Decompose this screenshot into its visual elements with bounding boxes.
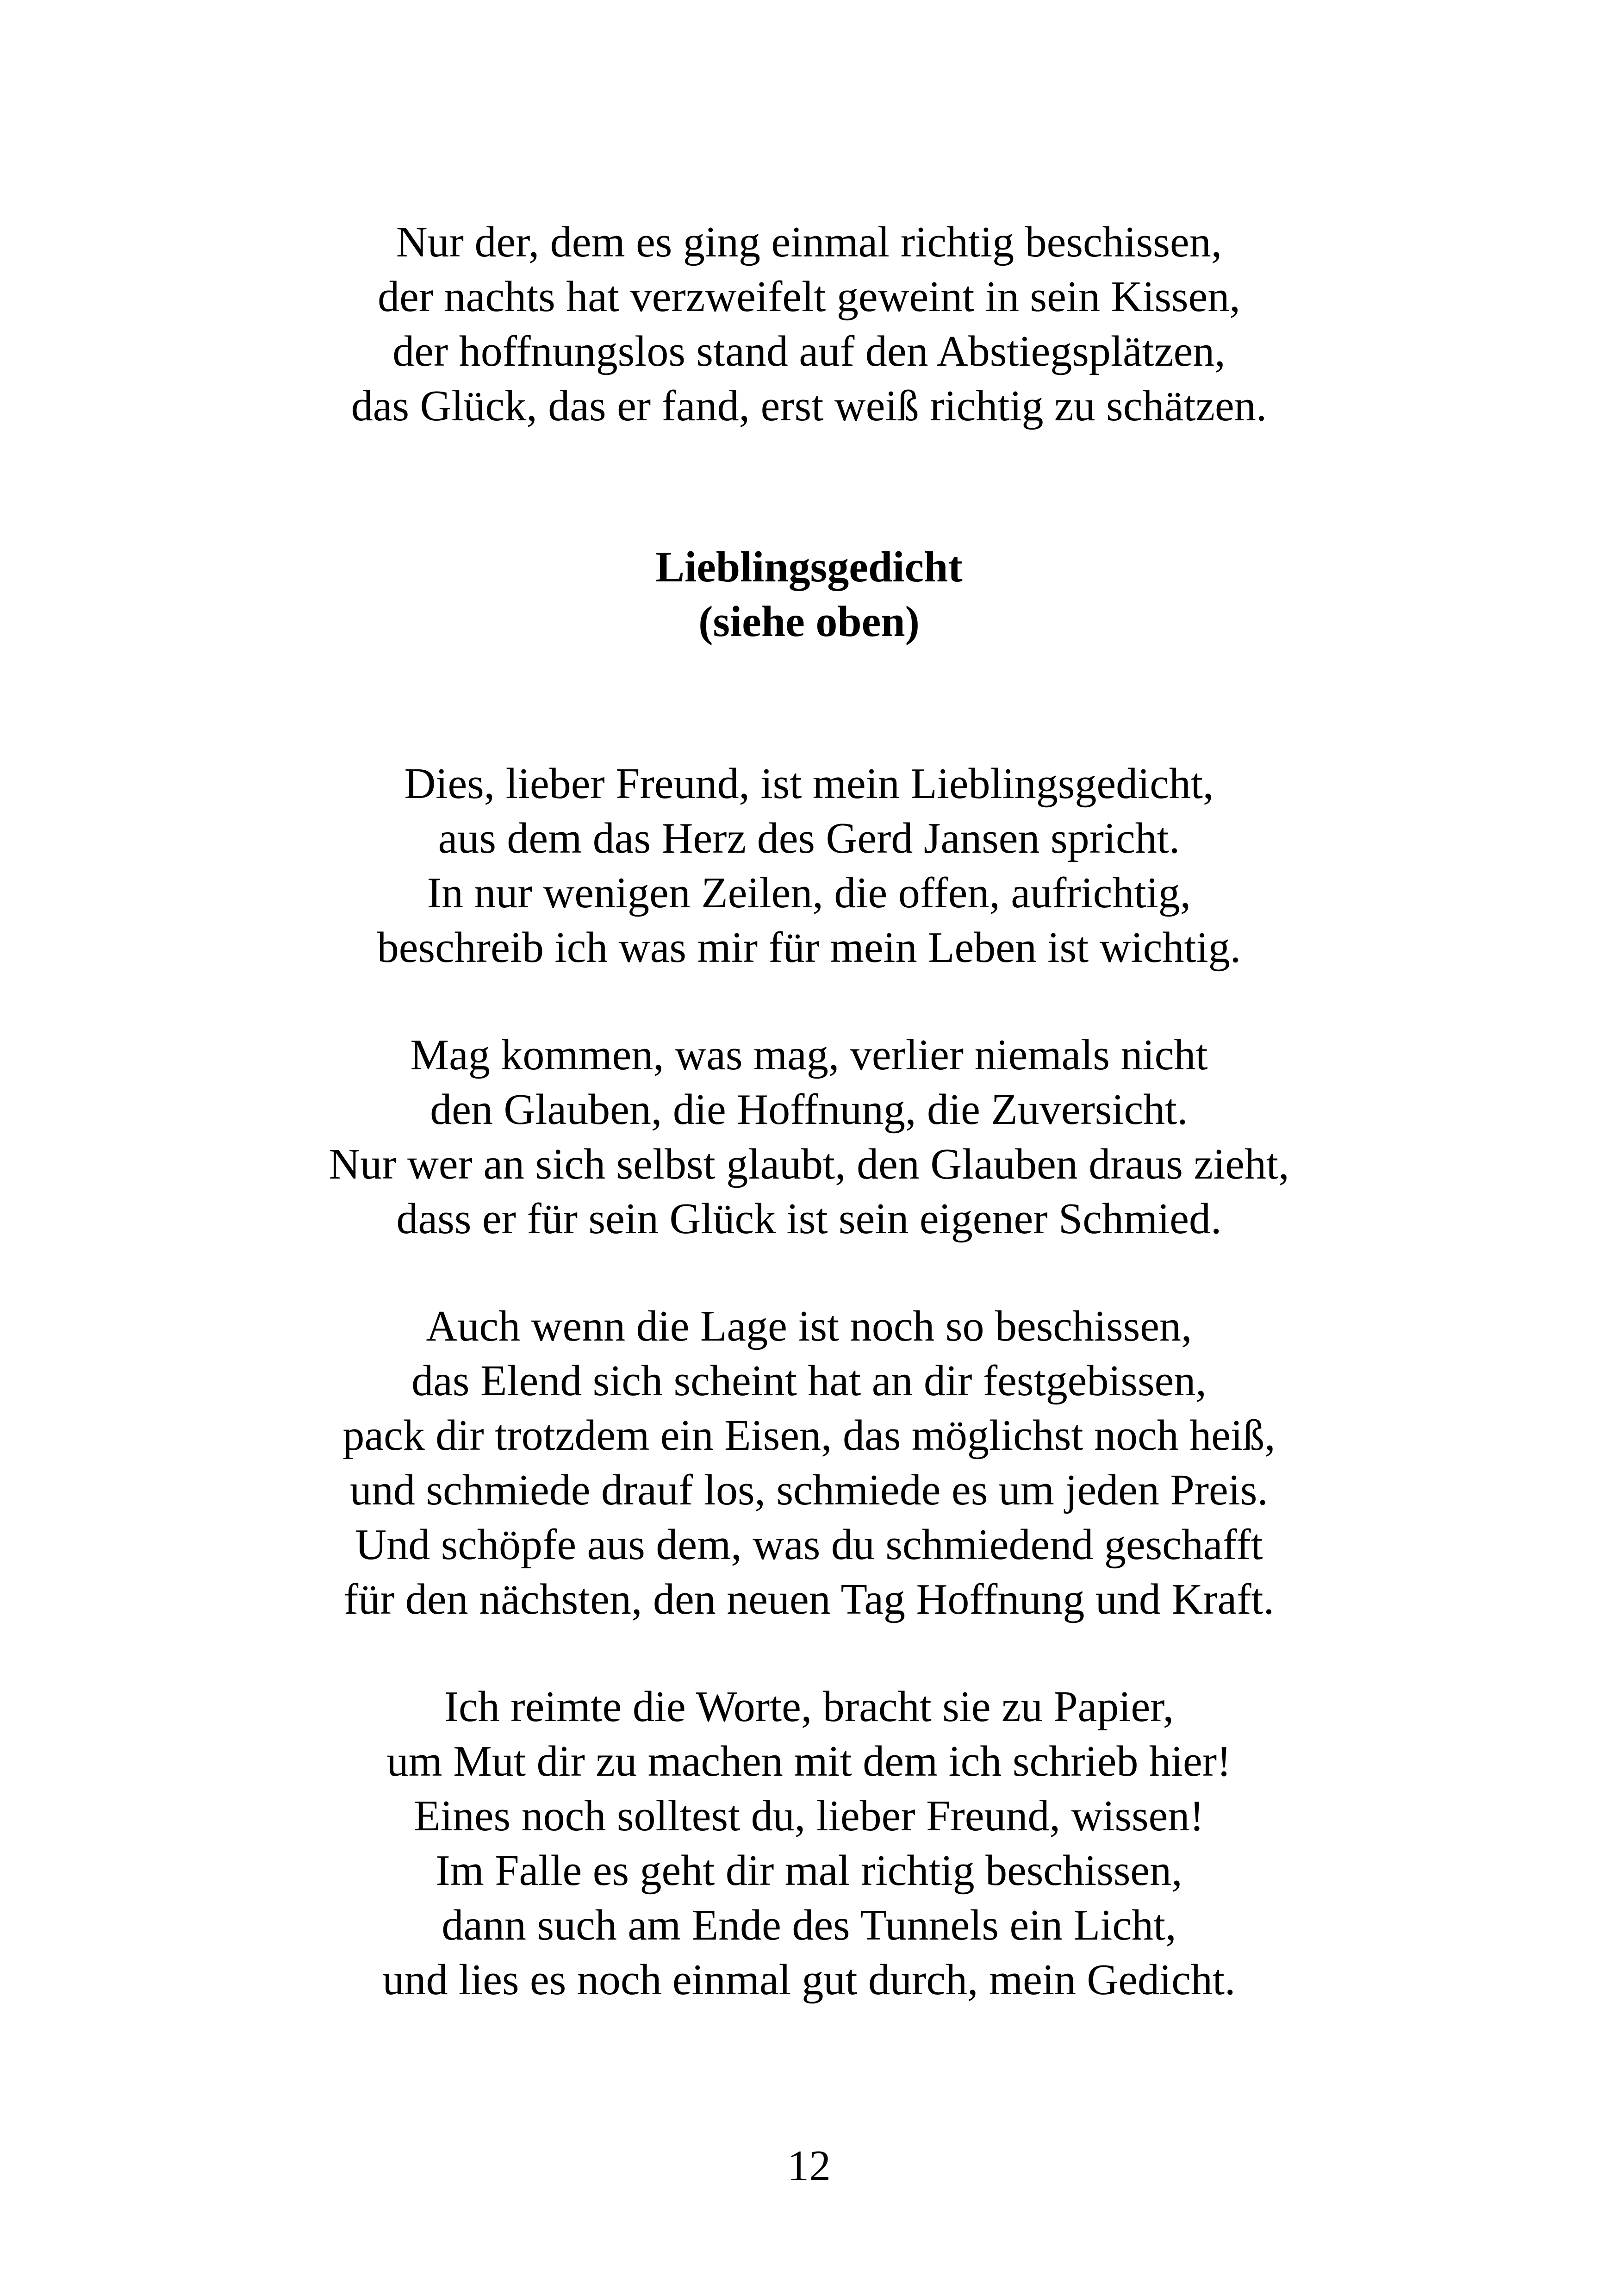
poem-line: aus dem das Herz des Gerd Jansen spricht. <box>438 814 1180 862</box>
poem-line: Dies, lieber Freund, ist mein Lieblingsgedicht, <box>404 760 1214 808</box>
poem-line: und lies es noch einmal gut durch, mein Gedicht. <box>382 1956 1236 2004</box>
poem-stanza <box>0 1679 1618 2007</box>
poem-line: Nur der, dem es ging einmal richtig beschissen, <box>396 218 1222 266</box>
poem-line: dass er für sein Glück ist sein eigener Schmied. <box>396 1195 1222 1243</box>
poem-line: das Glück, das er fand, erst weiß richtig zu schätzen. <box>351 382 1267 430</box>
poem-heading <box>0 540 1618 649</box>
poem-title: Lieblingsgedicht <box>655 543 963 591</box>
poem-line: Auch wenn die Lage ist noch so beschissen, <box>426 1302 1192 1350</box>
poem-line: Mag kommen, was mag, verlier niemals nicht <box>410 1031 1208 1079</box>
poem-line: Ich reimte die Worte, bracht sie zu Papier, <box>444 1683 1174 1731</box>
page-number: 12 <box>787 2142 831 2190</box>
poem-line: um Mut dir zu machen mit dem ich schrieb hier! <box>386 1737 1232 1785</box>
poem-line: der hoffnungslos stand auf den Abstiegsplätzen, <box>392 327 1226 375</box>
poem-line: beschreib ich was mir für mein Leben ist wichtig. <box>377 923 1241 972</box>
poem-stanza <box>0 1299 1618 1627</box>
intro-stanza <box>0 215 1618 433</box>
poem-line: das Elend sich scheint hat an dir festgebissen, <box>411 1357 1207 1405</box>
poem-line: Und schöpfe aus dem, was du schmiedend geschafft <box>355 1521 1263 1569</box>
poem-line: der nachts hat verzweifelt geweint in sein Kissen, <box>378 273 1240 321</box>
poem-line: pack dir trotzdem ein Eisen, das möglichst noch heiß, <box>342 1411 1276 1460</box>
poem-stanza <box>0 1028 1618 1246</box>
poem-line: Eines noch solltest du, lieber Freund, wissen! <box>414 1792 1204 1840</box>
poem-line: für den nächsten, den neuen Tag Hoffnung und Kraft. <box>343 1575 1275 1623</box>
poem-stanza <box>0 756 1618 975</box>
poem-line: dann such am Ende des Tunnels ein Licht, <box>442 1901 1176 1949</box>
poem-line: Im Falle es geht dir mal richtig beschissen, <box>436 1847 1182 1895</box>
poem-subtitle: (siehe oben) <box>698 598 920 646</box>
poem-line: und schmiede drauf los, schmiede es um jeden Preis. <box>350 1466 1268 1514</box>
poem-line: Nur wer an sich selbst glaubt, den Glauben draus zieht, <box>329 1140 1289 1188</box>
poem-line: In nur wenigen Zeilen, die offen, aufrichtig, <box>427 869 1191 917</box>
poem-line: den Glauben, die Hoffnung, die Zuversicht. <box>430 1086 1188 1134</box>
